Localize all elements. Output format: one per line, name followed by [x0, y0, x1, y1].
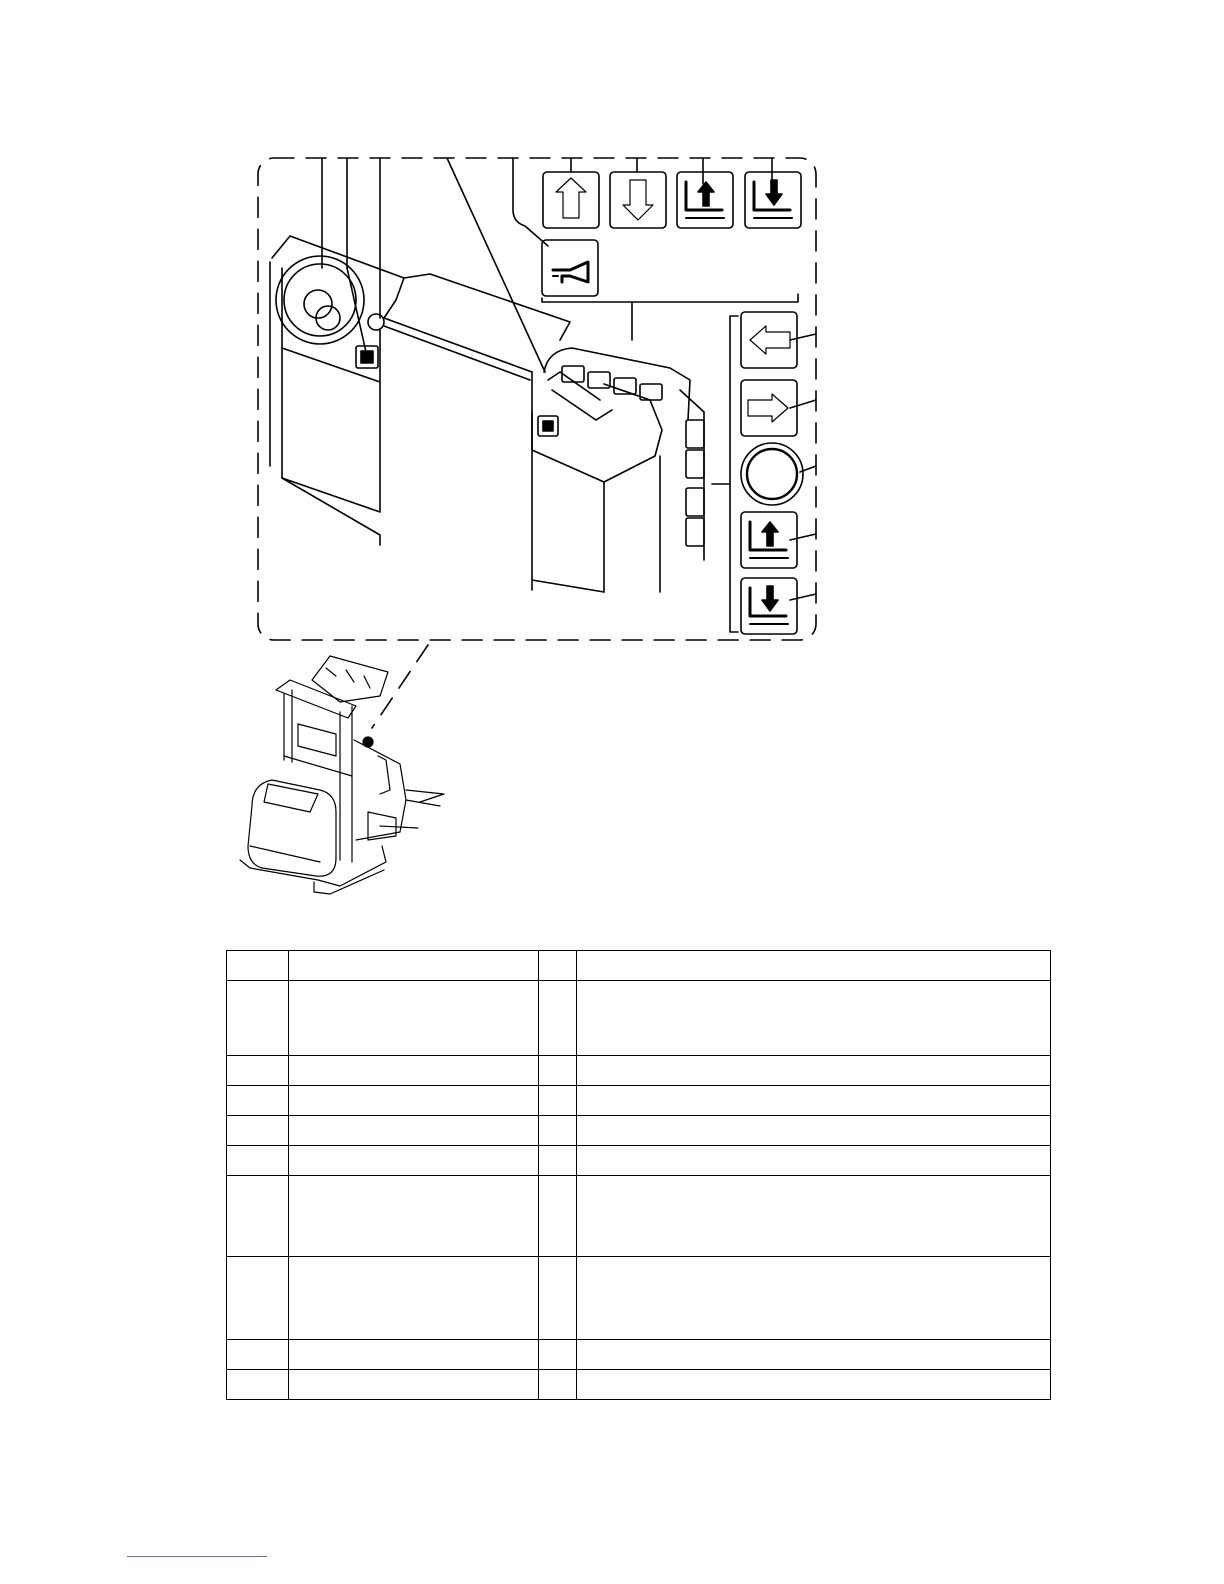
table-row: [227, 1146, 1051, 1176]
item2-cell: [539, 1116, 577, 1146]
item-cell: [227, 951, 289, 981]
item2-cell: [539, 1056, 577, 1086]
function-cell: [577, 951, 1051, 981]
icon-horn-button: [542, 240, 598, 296]
icon-arrow-up-button: [543, 172, 599, 228]
table-row: [227, 1116, 1051, 1146]
detail-frame: [258, 158, 816, 640]
item-cell: [227, 1340, 289, 1370]
left-console-drawing: [270, 236, 404, 545]
icon-arrow-right-button: [741, 380, 797, 436]
table-row: [227, 1086, 1051, 1116]
description-cell: [289, 951, 539, 981]
description-cell: [289, 1086, 539, 1116]
table-row: [227, 1257, 1051, 1340]
truck-illustration: [240, 656, 444, 894]
table-row: [227, 1056, 1051, 1086]
item2-cell: [539, 1370, 577, 1400]
table-row: [227, 1176, 1051, 1257]
item2-cell: [539, 1176, 577, 1257]
right-console-drawing: [532, 348, 704, 592]
icon-circle-button: [741, 443, 803, 505]
function-cell: [577, 1370, 1051, 1400]
description-cell: [289, 981, 539, 1056]
item-cell: [227, 1176, 289, 1257]
function-cell: [577, 981, 1051, 1056]
description-cell: [289, 1176, 539, 1257]
icon-fork-lower-button: [745, 172, 801, 228]
item-cell: [227, 1146, 289, 1176]
item2-cell: [539, 1257, 577, 1340]
item-cell: [227, 1086, 289, 1116]
icon-fork-raise-side-button: [741, 512, 797, 568]
item-cell: [227, 1116, 289, 1146]
function-cell: [577, 1116, 1051, 1146]
spec-table: [226, 950, 1051, 1400]
item-cell: [227, 1370, 289, 1400]
description-cell: [289, 1146, 539, 1176]
function-cell: [577, 1257, 1051, 1340]
icon-arrow-down-button: [610, 172, 666, 228]
function-cell: [577, 1176, 1051, 1257]
footer-rule: [127, 1556, 267, 1557]
item-cell: [227, 1257, 289, 1340]
function-cell: [577, 1056, 1051, 1086]
item-cell: [227, 981, 289, 1056]
description-cell: [289, 1056, 539, 1086]
function-cell: [577, 1086, 1051, 1116]
description-cell: [289, 1116, 539, 1146]
item2-cell: [539, 1086, 577, 1116]
icon-arrow-left-button: [741, 312, 797, 368]
item-cell: [227, 1056, 289, 1086]
table-row: [227, 1370, 1051, 1400]
table-row: [227, 951, 1051, 981]
item2-cell: [539, 951, 577, 981]
description-cell: [289, 1340, 539, 1370]
icon-fork-raise-button: [677, 172, 733, 228]
description-cell: [289, 1257, 539, 1340]
item2-cell: [539, 1146, 577, 1176]
description-cell: [289, 1370, 539, 1400]
item2-cell: [539, 1340, 577, 1370]
table-row: [227, 981, 1051, 1056]
item2-cell: [539, 981, 577, 1056]
icon-fork-lower-side-button: [741, 578, 797, 634]
function-cell: [577, 1340, 1051, 1370]
function-cell: [577, 1146, 1051, 1176]
table-row: [227, 1340, 1051, 1370]
